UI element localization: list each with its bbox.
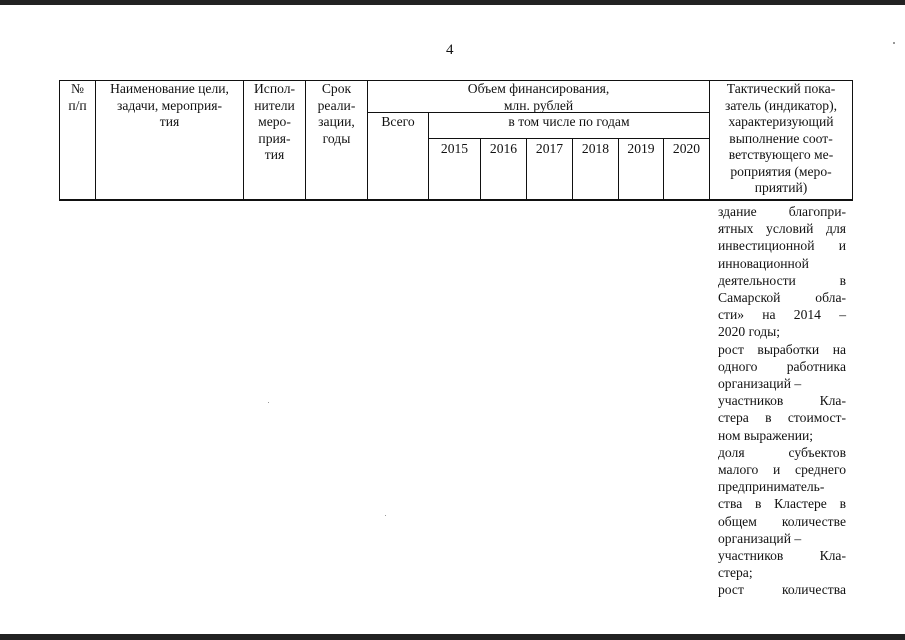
header-total: Всего — [381, 114, 415, 129]
header-indicator: Тактический пока- затель (индикатор), характеризующий выполнение соот- ветствующего ме- роприятия (меро- приятий) — [724, 81, 838, 195]
scan-speck — [893, 42, 895, 44]
indicator-line: доля субъектов — [718, 444, 846, 460]
indicator-line: стера в стоимост- — [718, 410, 846, 426]
funding-table — [59, 80, 853, 201]
indicator-line: участников Кла- — [718, 393, 846, 409]
header-funding: Объем финансирования, млн. рублей — [467, 81, 610, 113]
indicator-line: рост количества — [718, 582, 846, 598]
indicator-line: ном выражении; — [718, 427, 814, 443]
table-right-border — [852, 80, 853, 201]
scan-top-edge — [0, 0, 905, 5]
indicator-line: стера; — [718, 565, 753, 581]
table-header-bottom-border — [59, 199, 853, 201]
indicator-line: Самарской обла- — [718, 290, 846, 306]
header-year: 2016 — [489, 141, 518, 156]
indicator-line: организаций – — [718, 376, 802, 392]
header-term: Срок реали- зации, годы — [317, 81, 356, 146]
indicator-line: здание благопри- — [718, 204, 846, 219]
header-executors: Испол- нители меро- прия- тия — [253, 81, 296, 162]
indicator-line: рост выработки на — [718, 341, 846, 357]
indicator-line: участников Кла- — [718, 548, 846, 564]
scan-speck — [385, 515, 386, 516]
header-year: 2018 — [581, 141, 610, 156]
indicator-line: деятельности в — [718, 272, 846, 288]
header-num: № п/п — [68, 81, 87, 113]
indicator-line: инновационной — [718, 255, 809, 271]
indicator-line: инвестиционной и — [718, 238, 846, 254]
indicator-body-text — [718, 203, 846, 599]
header-name: Наименование цели, задачи, мероприя- тия — [110, 81, 229, 129]
header-by-years: в том числе по годам — [508, 114, 630, 129]
years-subheader-rule — [428, 138, 709, 139]
page-number: 4 — [446, 42, 454, 58]
header-year: 2019 — [627, 141, 655, 156]
indicator-line: общем количестве — [718, 513, 846, 529]
header-year: 2020 — [672, 141, 701, 156]
indicator-line: сти» на 2014 – — [718, 307, 846, 323]
indicator-line: ства в Кластере в — [718, 496, 846, 512]
indicator-line: одного работника — [718, 358, 846, 374]
indicator-line: организаций – — [718, 530, 802, 546]
indicator-line: малого и среднего — [718, 462, 846, 478]
indicator-line: ятных условий для — [718, 221, 846, 237]
header-year: 2017 — [535, 141, 564, 156]
scan-speck — [268, 402, 269, 403]
header-year: 2015 — [440, 141, 469, 156]
scan-bottom-edge — [0, 634, 905, 640]
indicator-line: предприниматель- — [718, 479, 825, 495]
indicator-line: 2020 годы; — [718, 324, 781, 340]
